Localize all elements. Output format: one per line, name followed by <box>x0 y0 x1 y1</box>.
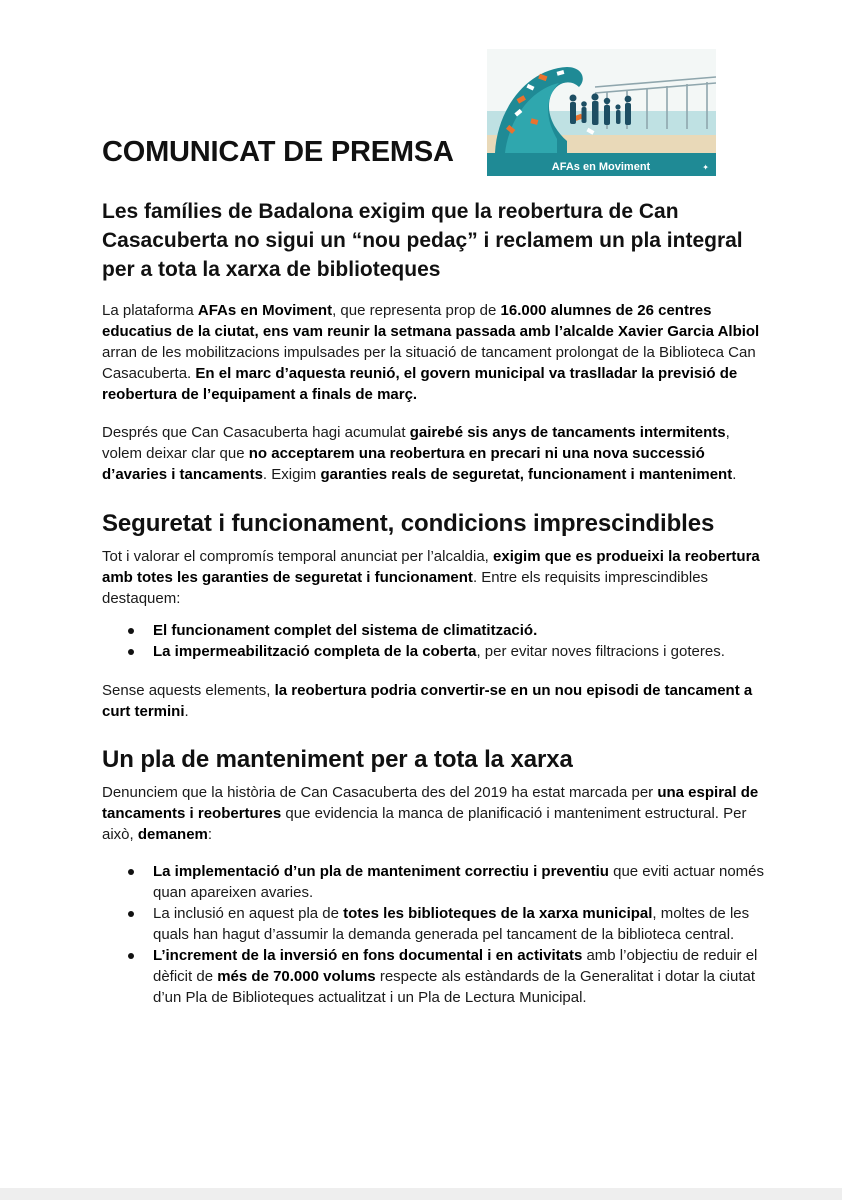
intro-paragraph-1-run: La plataforma <box>102 302 198 319</box>
list-item-run: totes les biblioteques de la xarxa municipal <box>343 905 653 922</box>
maintenance-paragraph-1 <box>102 782 766 845</box>
list-item-run: El funcionament complet del sistema de climatització. <box>153 622 538 639</box>
list-item <box>102 861 766 903</box>
maintenance-paragraph-1-run: que evidencia la manca de planificació i manteniment estructural. Per això, <box>102 805 747 843</box>
intro-paragraph-2-run: . Exigim <box>262 466 321 483</box>
intro-paragraph-2-run: , volem deixar clar que <box>102 424 730 462</box>
security-paragraph-2 <box>102 680 766 722</box>
list-item-run: , moltes de les quals han hagut d’assumir la demanda generada pel tancament de la biblioteca central. <box>153 905 750 943</box>
intro-paragraph-2 <box>102 422 766 485</box>
afas-en-moviment-logo <box>487 49 716 176</box>
maintenance-paragraph-1-run: una espiral de tancaments i reobertures <box>102 784 759 822</box>
intro-paragraph-1 <box>102 300 766 405</box>
security-paragraph-1-run: Tot i valorar el compromís temporal anunciat per l’alcaldia, <box>102 548 494 565</box>
page-title: COMUNICAT DE PREMSA <box>102 136 454 168</box>
intro-paragraph-1-run: 16.000 alumnes de 26 centres educatius de la ciutat, ens vam reunir la setmana passada amb l’alcalde Xavier Garcia Albiol <box>102 302 760 340</box>
security-paragraph-2-run: . <box>184 703 189 720</box>
intro-paragraph-1-run: En el marc d’aquesta reunió, el govern municipal va traslladar la previsió de reobertura de l’equipament a finals de març. <box>102 365 738 403</box>
security-requirements-list <box>102 620 766 662</box>
logo-label: AFAs en Moviment <box>551 161 651 173</box>
intro-paragraph-2-run: no acceptarem una reobertura en precari ni una nova successió d’avaries i tancaments <box>102 445 705 483</box>
list-item <box>102 641 766 662</box>
list-item-run: La implementació d’un pla de manteniment correctiu i preventiu <box>153 863 609 880</box>
intro-paragraph-1-run: AFAs en Moviment <box>197 302 333 319</box>
security-paragraph-2-run: la reobertura podria convertir-se en un nou episodi de tancament a curt termini <box>102 682 753 720</box>
security-paragraph-1-run: . Entre els requisits imprescindibles destaquem: <box>102 569 709 607</box>
intro-paragraph-2-run: gairebé sis anys de tancaments intermitents <box>409 424 726 441</box>
list-item <box>102 620 766 641</box>
intro-paragraph-2-run: garanties reals de seguretat, funcionament i manteniment <box>320 466 733 483</box>
list-item-run: L’increment de la inversió en fons documental i en activitats <box>153 947 583 964</box>
list-item-run: respecte als estàndards de la Generalitat i dotar la ciutat d’un Pla de Biblioteques actualitzat i un Pla de Lectura Municipal. <box>153 968 756 1006</box>
list-item <box>102 903 766 945</box>
list-item-run: amb l’objectiu de reduir el dèficit de <box>153 947 758 985</box>
list-item-run: La inclusió en aquest pla de <box>153 905 344 922</box>
press-release-headline: Les famílies de Badalona exigim que la reobertura de Can Casacuberta no sigui un “nou pedaç” i reclamem un pla integral per a tota la xarxa de biblioteques <box>102 200 743 281</box>
svg-text:✦: ✦ <box>702 163 709 172</box>
security-paragraph-1 <box>102 546 766 609</box>
intro-paragraph-1-run: arran de les mobilitzacions impulsades per la situació de tancament prolongat de la Biblioteca Can Casacuberta. <box>102 344 756 382</box>
maintenance-paragraph-1-run: : <box>207 826 213 843</box>
list-item-run: , per evitar noves filtracions i goteres. <box>476 643 725 660</box>
maintenance-demands-list <box>102 861 766 1008</box>
intro-paragraph-2-run: Després que Can Casacuberta hagi acumulat <box>102 424 410 441</box>
maintenance-paragraph-1-run: demanem <box>137 826 208 843</box>
security-paragraph-2-run: Sense aquests elements, <box>102 682 275 699</box>
intro-paragraph-1-run: , que representa prop de <box>332 302 501 319</box>
section-heading-maintenance: Un pla de manteniment per a tota la xarxa <box>102 746 573 773</box>
intro-paragraph-2-run: . <box>732 466 737 483</box>
list-item-run: que eviti actuar només quan apareixen avaries. <box>153 863 765 901</box>
page-bottom-edge <box>0 1188 842 1200</box>
list-item-run: La impermeabilització completa de la coberta <box>153 643 477 660</box>
list-item <box>102 945 766 1008</box>
section-heading-security: Seguretat i funcionament, condicions imprescindibles <box>102 510 715 537</box>
maintenance-paragraph-1-run: Denunciem que la història de Can Casacuberta des del 2019 ha estat marcada per <box>102 784 658 801</box>
list-item-run: més de 70.000 volums <box>217 968 376 985</box>
security-paragraph-1-run: exigim que es produeixi la reobertura amb totes les garanties de seguretat i funcionament <box>102 548 760 586</box>
